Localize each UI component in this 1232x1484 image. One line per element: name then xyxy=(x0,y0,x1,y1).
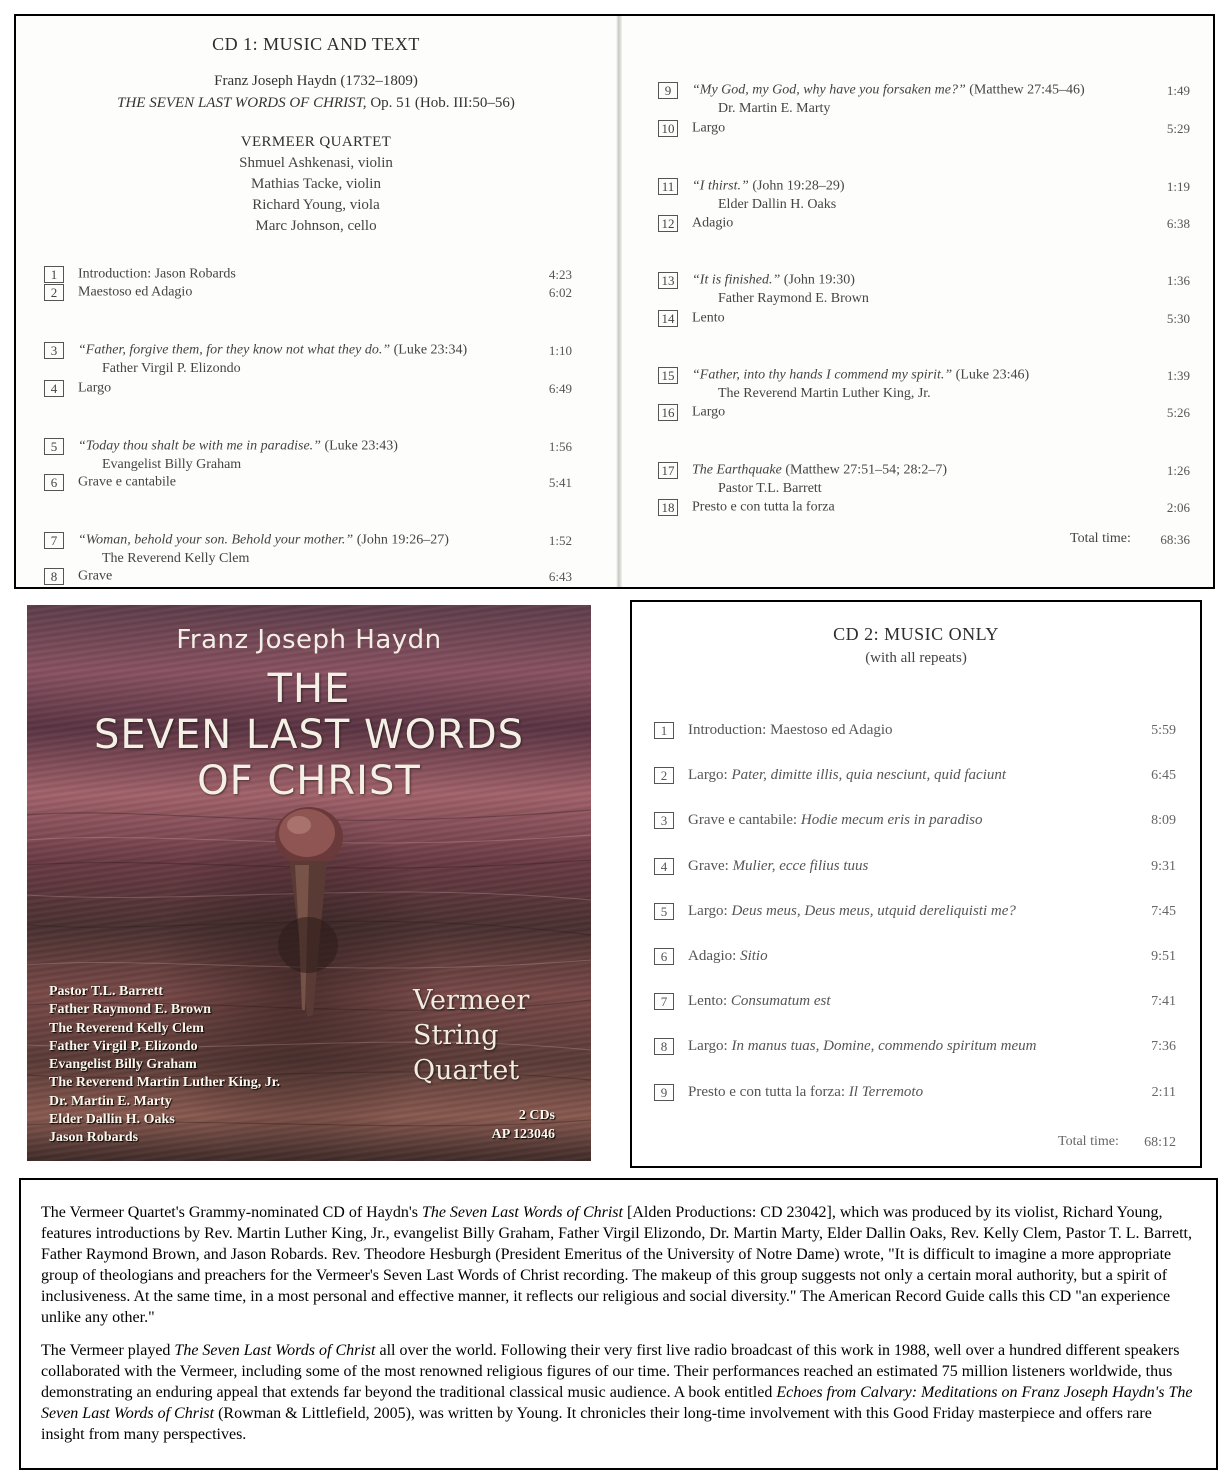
track-duration: 7:45 xyxy=(1151,903,1176,919)
track-movement: Largo: xyxy=(688,902,732,919)
cd1-track-row xyxy=(44,568,112,585)
track-latin-title: Hodie mecum eris in paradiso xyxy=(800,812,983,829)
cover-title-line: THE xyxy=(267,666,351,712)
track-number: 5 xyxy=(654,903,674,920)
track-duration: 8:09 xyxy=(1151,813,1176,829)
track-number: 11 xyxy=(658,178,678,195)
composer-line: Franz Joseph Haydn (1732–1809) xyxy=(214,73,418,89)
track-speaker: Father Virgil P. Elizondo xyxy=(102,361,241,376)
track-text: (Matthew 27:45–46) xyxy=(965,82,1085,98)
booklet-left-page xyxy=(16,16,616,587)
cd2-subtitle: (with all repeats) xyxy=(865,650,967,666)
track-title xyxy=(78,569,112,584)
track-text: (John 19:28–29) xyxy=(748,178,845,194)
track-duration: 4:23 xyxy=(548,267,572,282)
track-speaker: Pastor T.L. Barrett xyxy=(718,481,822,496)
track-duration: 2:11 xyxy=(1151,1084,1176,1100)
track-speaker: Evangelist Billy Graham xyxy=(102,457,242,472)
description-box xyxy=(19,1178,1218,1470)
cover-disc-count: 2 CDs xyxy=(518,1108,555,1123)
track-movement: Grave e cantabile: xyxy=(688,812,801,829)
track-number: 3 xyxy=(44,342,64,359)
track-latin-title: Sitio xyxy=(740,948,768,965)
track-number: 10 xyxy=(658,120,678,137)
track-title xyxy=(692,500,835,515)
track-movement: Largo: xyxy=(688,767,732,784)
desc-text: The Vermeer played xyxy=(41,1342,175,1359)
cover-speaker: Father Raymond E. Brown xyxy=(49,1002,212,1018)
description-paragraph xyxy=(41,1340,1198,1445)
track-quote: “It is finished.” xyxy=(692,272,781,288)
track-movement: Introduction: Maestoso ed Adagio xyxy=(688,722,893,739)
cd2-track-row xyxy=(654,812,983,829)
track-number: 2 xyxy=(654,767,674,784)
cd1-track-row xyxy=(658,82,1085,99)
track-latin-title: Deus meus, Deus meus, utquid dereliquisti me? xyxy=(731,902,1016,919)
track-movement: Largo: xyxy=(688,1038,732,1055)
desc-italic: The Seven Last Words of Christ xyxy=(174,1342,376,1359)
track-text: (John 19:30) xyxy=(780,272,855,288)
track-number: 6 xyxy=(654,948,674,965)
cd2-track-row xyxy=(654,903,1016,920)
cd1-track-row xyxy=(44,532,449,549)
track-text: (Matthew 27:51–54; 28:2–7) xyxy=(781,462,948,478)
cd2-track-row xyxy=(654,1038,1036,1055)
track-number: 14 xyxy=(658,310,678,327)
track-duration: 6:49 xyxy=(548,381,572,396)
track-duration: 5:26 xyxy=(1166,405,1190,420)
track-number: 17 xyxy=(658,462,678,479)
cover-speaker: The Reverend Martin Luther King, Jr. xyxy=(49,1075,281,1091)
track-movement: Presto e con tutta la forza: xyxy=(688,1083,849,1100)
track-duration: 2:06 xyxy=(1166,500,1190,515)
member: Mathias Tacke, violin xyxy=(251,176,381,192)
track-text: Presto e con tutta la forza xyxy=(692,499,835,515)
track-duration: 6:02 xyxy=(548,285,572,300)
track-duration: 6:45 xyxy=(1151,768,1176,784)
track-text: Adagio xyxy=(692,215,734,231)
desc-italic: The Seven Last Words of Christ xyxy=(421,1204,623,1221)
track-duration: 1:36 xyxy=(1166,273,1190,288)
cd1-track-row xyxy=(658,499,835,516)
track-title xyxy=(692,179,844,194)
desc-text: all over the world. Following their very first live radio broadcast of this work in 1988, well over a hundred different speakers collaborated with the Vermeer, including some of the most renowned religious figures of our time. Their performances reached an estimated 75 million listeners worldwide, thus demonstrating an enduring appeal that extends far beyond the traditional classical music audience. A book entitled xyxy=(41,1342,1180,1401)
work-line xyxy=(16,95,616,112)
track-number: 8 xyxy=(44,568,64,585)
cd1-track-row xyxy=(44,380,111,397)
cd2-track-row xyxy=(654,993,831,1010)
track-duration: 6:43 xyxy=(548,569,572,584)
track-number: 7 xyxy=(654,993,674,1010)
desc-text: [Alden Productions: CD 23042], which was produced by its violist, Richard Young, features introductions by Rev. Martin Luther King, Jr., evangelist Billy Graham, Father Virgil Elizondo, Dr. Martin Marty, Elder Dallin Oaks, Rev. Kelly Clem, Pastor T. L. Barrett, Father Raymond Brown, and Jason Robards. Rev. Theodore Hesburgh (President Emeritus of the University of Notre Dame) wrote, "It is difficult to imagine a more appropriate group of theologians and preachers for the Vermeer's Seven Last Words of Christ recording. The makeup of this group suggests not only a certain moral authority, but a spirit of inclusiveness. At the same time, in a most personal and effective manner, it reflects our religious and social diversity." The American Record Guide calls this CD "an experience unlike any other." xyxy=(41,1204,1192,1326)
track-number: 6 xyxy=(44,474,64,491)
track-latin-title: Mulier, ecce filius tuus xyxy=(732,857,869,874)
track-text: Maestoso ed Adagio xyxy=(78,284,193,300)
track-number: 2 xyxy=(44,284,64,301)
cover-speaker: Evangelist Billy Graham xyxy=(49,1057,197,1073)
track-number: 1 xyxy=(654,722,674,739)
member: Shmuel Ashkenasi, violin xyxy=(239,155,393,171)
track-title xyxy=(78,475,176,490)
track-duration: 9:51 xyxy=(1151,949,1176,964)
cd1-track-row xyxy=(44,284,192,301)
track-quote: “Woman, behold your son. Behold your mother.” xyxy=(78,532,354,548)
track-text: Lento xyxy=(692,310,725,326)
track-title xyxy=(78,439,398,454)
track-title xyxy=(692,273,855,288)
track-number: 18 xyxy=(658,499,678,516)
track-movement: Lento: xyxy=(688,993,731,1010)
track-movement: Grave: xyxy=(688,857,733,874)
cd1-total-time: 68:36 xyxy=(1160,532,1190,547)
track-title xyxy=(692,463,947,478)
cd1-booklet-spread xyxy=(14,14,1215,589)
ensemble-name: VERMEER QUARTET xyxy=(240,134,392,150)
track-title xyxy=(692,311,725,326)
track-duration: 5:30 xyxy=(1166,311,1190,326)
track-movement: Adagio: xyxy=(688,948,741,965)
description-paragraph xyxy=(41,1202,1198,1328)
track-title xyxy=(78,267,236,282)
track-title xyxy=(78,381,111,396)
cd1-track-row xyxy=(658,120,725,137)
track-duration: 6:38 xyxy=(1166,216,1190,231)
track-text: (Luke 23:34) xyxy=(390,342,468,358)
cd2-track-row xyxy=(654,948,768,965)
cd1-track-row xyxy=(658,310,725,327)
track-quote: “My God, my God, why have you forsaken me?” xyxy=(692,82,966,98)
track-title xyxy=(692,216,733,231)
cd2-total-time: 68:12 xyxy=(1144,1135,1176,1150)
track-text: (Luke 23:46) xyxy=(952,367,1030,383)
track-speaker: The Reverend Kelly Clem xyxy=(102,551,250,566)
cd2-track-row xyxy=(654,767,1006,784)
desc-text: (Rowman & Littlefield, 2005), was written by Young. It chronicles their long-time involvement with this Good Friday masterpiece and offers rare insight from many perspectives. xyxy=(41,1405,1152,1443)
track-number: 3 xyxy=(654,812,674,829)
track-number: 7 xyxy=(44,532,64,549)
cd1-track-row xyxy=(44,266,236,283)
track-number: 13 xyxy=(658,272,678,289)
track-quote: “Today thou shalt be with me in paradise.” xyxy=(78,438,321,454)
cd2-total-label: Total time: xyxy=(1058,1134,1119,1149)
cd2-track-panel xyxy=(630,600,1202,1168)
track-number: 16 xyxy=(658,404,678,421)
track-duration: 5:29 xyxy=(1166,121,1190,136)
cd1-track-row xyxy=(658,404,725,421)
track-speaker: The Reverend Martin Luther King, Jr. xyxy=(718,386,931,401)
cd2-track-row xyxy=(654,1084,923,1101)
cover-composer: Franz Joseph Haydn xyxy=(176,625,442,655)
track-number: 4 xyxy=(654,858,674,875)
track-quote: The Earthquake xyxy=(692,462,782,478)
track-duration: 1:19 xyxy=(1166,179,1190,194)
track-text: Largo xyxy=(78,380,112,396)
cover-speaker: The Reverend Kelly Clem xyxy=(49,1020,204,1036)
cover-speaker: Jason Robards xyxy=(49,1130,139,1146)
cd2-title: CD 2: MUSIC ONLY xyxy=(833,624,999,644)
track-title xyxy=(692,368,1029,383)
track-duration: 5:59 xyxy=(1151,723,1176,738)
track-latin-title: Pater, dimitte illis, quia nesciunt, quid faciunt xyxy=(731,767,1007,784)
track-title xyxy=(692,405,725,420)
track-number: 4 xyxy=(44,380,64,397)
track-duration: 7:41 xyxy=(1151,994,1176,1010)
cd2-track-row xyxy=(654,722,893,739)
work-title: THE SEVEN LAST WORDS OF CHRIST, xyxy=(117,95,367,111)
track-number: 9 xyxy=(658,82,678,99)
track-number: 12 xyxy=(658,215,678,232)
cover-speaker-list xyxy=(49,983,280,1148)
track-text: Largo xyxy=(692,404,726,420)
cd1-track-row xyxy=(658,367,1029,384)
track-number: 1 xyxy=(44,266,64,283)
track-title xyxy=(692,83,1085,98)
cover-ensemble-line: Vermeer xyxy=(413,985,530,1016)
cd1-track-row xyxy=(44,438,398,455)
cd1-total-label: Total time: xyxy=(1070,531,1131,546)
track-title xyxy=(692,121,725,136)
cover-ensemble-line: Quartet xyxy=(413,1055,520,1086)
track-quote: “I thirst.” xyxy=(692,178,749,194)
track-duration: 1:49 xyxy=(1166,83,1190,98)
track-duration: 7:36 xyxy=(1151,1039,1176,1055)
cd1-track-row xyxy=(44,342,467,359)
track-quote: “Father, forgive them, for they know not what they do.” xyxy=(78,342,391,358)
cover-speaker: Pastor T.L. Barrett xyxy=(49,984,164,999)
track-number: 5 xyxy=(44,438,64,455)
track-text: Largo xyxy=(692,120,726,136)
track-number: 8 xyxy=(654,1038,674,1055)
track-duration: 9:31 xyxy=(1151,858,1176,874)
track-text: (John 19:26–27) xyxy=(353,532,449,548)
cd1-track-row xyxy=(658,272,855,289)
track-latin-title: In manus tuas, Domine, commendo spiritum meum xyxy=(731,1038,1037,1055)
cover-speaker: Elder Dallin H. Oaks xyxy=(49,1112,175,1128)
track-text: Grave e cantabile xyxy=(78,474,176,490)
album-cover xyxy=(27,605,591,1161)
track-duration: 1:10 xyxy=(548,343,572,358)
track-latin-title: Consumatum est xyxy=(730,993,831,1010)
track-quote: “Father, into thy hands I commend my spirit.” xyxy=(692,367,953,383)
track-title xyxy=(78,533,449,548)
cover-speaker: Dr. Martin E. Marty xyxy=(49,1093,172,1109)
track-speaker: Dr. Martin E. Marty xyxy=(718,101,831,116)
cd1-title: CD 1: MUSIC AND TEXT xyxy=(212,34,420,54)
cover-catalog-number: AP 123046 xyxy=(491,1127,555,1142)
track-title xyxy=(78,285,192,300)
track-duration: 1:39 xyxy=(1166,368,1190,383)
cover-ensemble-line: String xyxy=(413,1020,499,1051)
cover-title-line: OF CHRIST xyxy=(197,758,421,804)
cd2-track-row xyxy=(654,858,868,875)
track-text: (Luke 23:43) xyxy=(320,438,398,454)
cover-ensemble xyxy=(413,983,529,1088)
track-text: Grave xyxy=(78,568,113,584)
track-text: Introduction: Jason Robards xyxy=(78,266,236,282)
track-speaker: Elder Dallin H. Oaks xyxy=(718,197,837,212)
cd1-track-row xyxy=(44,474,176,491)
desc-italic: Echoes from Calvary: Meditations on Franz Joseph Haydn's The Seven Last Words of Christ xyxy=(41,1384,1193,1422)
track-duration: 1:26 xyxy=(1166,463,1190,478)
work-opus: Op. 51 (Hob. III:50–56) xyxy=(366,95,515,111)
member: Richard Young, viola xyxy=(252,197,380,213)
cd1-track-row xyxy=(658,215,733,232)
cover-speaker: Father Virgil P. Elizondo xyxy=(49,1038,198,1054)
cd1-track-row xyxy=(658,462,947,479)
track-duration: 5:41 xyxy=(548,475,572,490)
track-title xyxy=(78,343,467,358)
track-number: 9 xyxy=(654,1084,674,1101)
track-duration: 1:52 xyxy=(548,533,572,548)
track-duration: 1:56 xyxy=(548,439,572,454)
track-latin-title: Il Terremoto xyxy=(848,1083,924,1100)
cd1-track-row xyxy=(658,178,844,195)
desc-text: The Vermeer Quartet's Grammy-nominated CD of Haydn's xyxy=(41,1204,422,1221)
cover-title-line: SEVEN LAST WORDS xyxy=(93,712,525,758)
track-speaker: Father Raymond E. Brown xyxy=(718,291,869,306)
track-number: 15 xyxy=(658,367,678,384)
member: Marc Johnson, cello xyxy=(255,218,377,234)
